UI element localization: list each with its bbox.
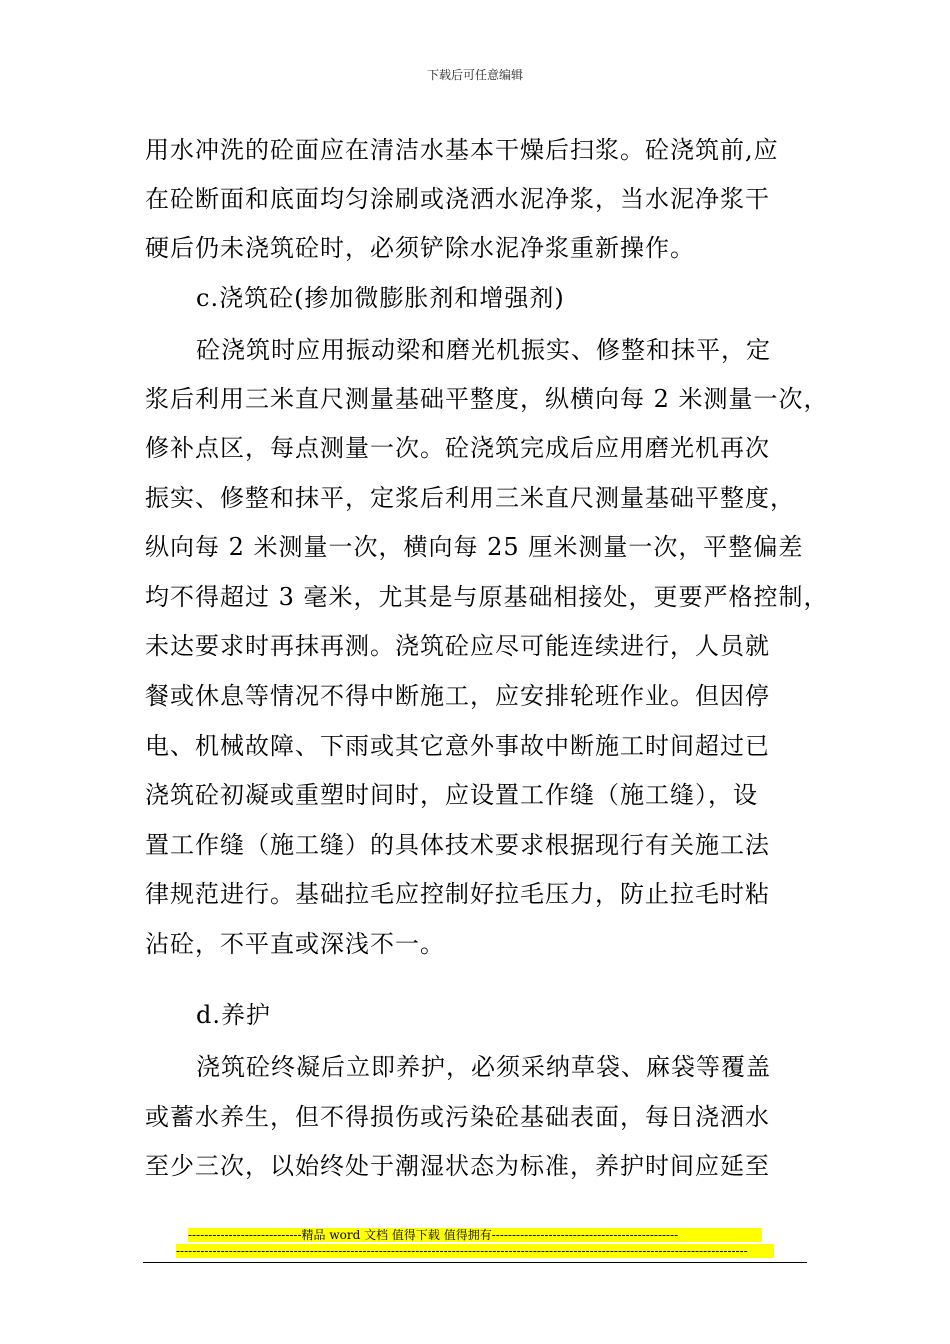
body-line-14: 浇筑砼初凝或重塑时间时，应设置工作缝（施工缝），设 (145, 781, 758, 809)
body-line-3: 硬后仍未浇筑砼时，必须铲除水泥净浆重新操作。 (145, 234, 695, 262)
body-line-13: 电、机械故障、下雨或其它意外事故中断施工时间超过已 (145, 732, 770, 760)
body-line-12: 餐或休息等情况不得中断施工，应安排轮班作业。但因停 (145, 682, 770, 710)
body-line-2: 在砼断面和底面均匀涂刷或浇洒水泥净浆，当水泥净浆干 (145, 185, 770, 213)
body-line-21: 至少三次，以始终处于潮湿状态为标准，养护时间应延至 (145, 1152, 770, 1180)
body-line-11: 未达要求时再抹再测。浇筑砼应尽可能连续进行，人员就 (145, 632, 770, 660)
body-line-5: 砼浇筑时应用振动梁和磨光机振实、修整和抹平，定 (196, 336, 771, 364)
body-line-9: 纵向每 2 米测量一次，横向每 25 厘米测量一次，平整偏差 (145, 533, 804, 561)
footer-rule (143, 1262, 807, 1263)
footer-banner: ----------------------------精品 word 文档 值得下载 值得拥有---------------------------------------------- (188, 1228, 762, 1242)
body-line-19: 浇筑砼终凝后立即养护，必须采纳草袋、麻袋等覆盖 (196, 1053, 771, 1081)
body-line-15: 置工作缝（施工缝）的具体技术要求根据现行有关施工法 (145, 831, 770, 859)
section-heading-c: c.浇筑砼(掺加微膨胀剂和增强剂) (196, 284, 565, 312)
body-line-8: 振实、修整和抹平，定浆后利用三米直尺测量基础平整度， (145, 484, 795, 512)
body-line-1: 用水冲洗的砼面应在清洁水基本干燥后扫浆。砼浇筑前,应 (145, 136, 779, 164)
body-line-20: 或蓄水养生，但不得损伤或污染砼基础表面，每日浇洒水 (145, 1103, 770, 1131)
section-heading-d: d.养护 (196, 1001, 271, 1029)
page-header: 下载后可任意编辑 (426, 68, 523, 82)
body-line-6: 浆后利用三米直尺测量基础平整度，纵横向每 2 米测量一次， (145, 385, 829, 413)
body-line-10: 均不得超过 3 毫米，尤其是与原基础相接处，更要严格控制， (145, 583, 829, 611)
body-line-17: 沾砼，不平直或深浅不一。 (145, 930, 445, 958)
body-line-7: 修补点区，每点测量一次。砼浇筑完成后应用磨光机再次 (145, 434, 770, 462)
body-line-16: 律规范进行。基础拉毛应控制好拉毛压力，防止拉毛时粘 (145, 880, 770, 908)
footer-dashes: --------------------------------------------------------------------------------------------------------------------------------------------- (176, 1244, 774, 1258)
